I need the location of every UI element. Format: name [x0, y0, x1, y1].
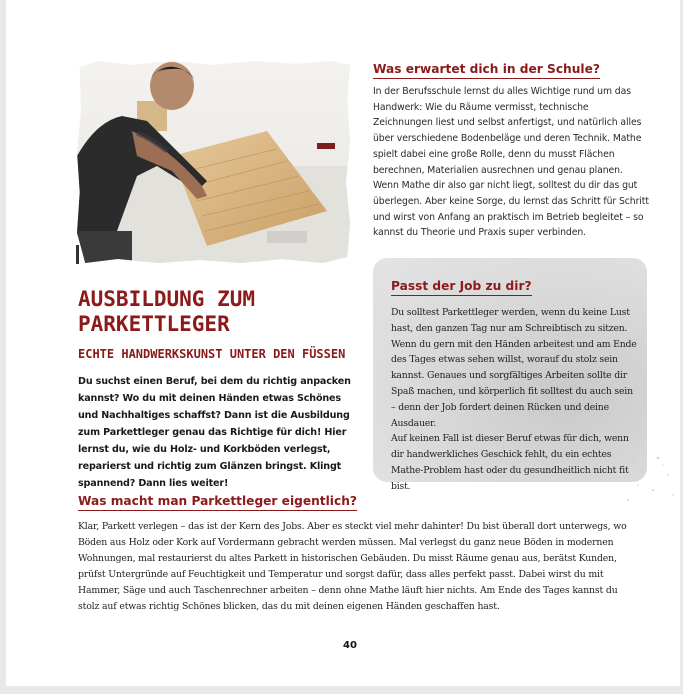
page-title-line1: AUSBILDUNG ZUM: [78, 287, 256, 311]
school-section-title: Was erwartet dich in der Schule?: [373, 62, 600, 79]
fit-section-title: Passt der Job zu dir?: [391, 279, 532, 296]
page-title: [78, 287, 358, 337]
school-section-text: In der Berufsschule lernst du alles Wichtige rund um das Handwerk: Wie du Räume vermisst, technische Zeichnungen liest und selbst anfertigst, und natürlich alles über verschiedene Bodenbeläge und deren Technik. Mathe spielt dabei eine große Rolle, denn du musst Flächen berechnen, Materialien ausrechnen und genau planen. Wenn Mathe dir also gar nicht liegt, solltest du dir das gut überlegen. Aber keine Sorge, du lernst das Schritt für Schritt und wirst von Anfang an praktisch im Betrieb begleitet – so kannst du Theorie und Praxis super verbinden.: [373, 86, 649, 239]
craftsman-laying-parquet-photo: [77, 61, 350, 263]
fit-section-text: [391, 305, 638, 495]
intro-paragraph: Du suchst einen Beruf, bei dem du richtig anpacken kannst? Wo du mit deinen Händen etwas Schönes und Nachhaltiges schaffst? Dann ist die Ausbildung zum Parkettleger genau das Richtige für dich! Hier lernst du, wie du Holz- und Korkböden verlegst, reparierst und richtig zum Glänzen bringst. Klingt spannend? Dann lies weiter!: [78, 376, 351, 489]
decorative-speckle: [623, 450, 683, 510]
fit-text-para1: Du solltest Parkettleger werden, wenn du keine Lust hast, den ganzen Tag nur am Schreibtisch zu sitzen. Wenn du gern mit den Händen arbeitest und am Ende des Tages etwas sehen willst, worauf du stolz sein kannst. Genaues und sorgfältiges Arbeiten sollte dir Spaß machen, und körperlich fit solltest du auch sein – denn der Job fordert deinen Rücken und deine Ausdauer.: [391, 307, 637, 429]
job-section-title: Was macht man Parkettleger eigentlich?: [78, 494, 357, 511]
page-number: 40: [343, 640, 357, 651]
fit-text-para2: Auf keinen Fall ist dieser Beruf etwas für dich, wenn dir handwerkliches Geschick fehlt, du ein echtes Mathe-Problem hast oder du gesundheitlich nicht fit bist.: [391, 433, 629, 492]
page-subtitle: ECHTE HANDWERKSKUNST UNTER DEN FÜSSEN: [78, 347, 346, 361]
job-section-text: Klar, Parkett verlegen – das ist der Kern des Jobs. Aber es steckt viel mehr dahinter! Du bist überall dort unterwegs, wo Böden aus Holz oder Kork auf Vordermann gebracht werden müssen. Mal verlegst du ganz neue Böden in modernen Wohnungen, mal restaurierst du altes Parkett in historischen Gebäuden. Du misst Räume genau aus, berätst Kunden, prüfst Untergründe auf Feuchtigkeit und Temperatur und sorgst dafür, dass alles perfekt passt. Dabei wirst du mit Hammer, Säge und auch Taschenrechner arbeiten – denn ohne Mathe läuft hier nichts. Am Ende des Tages kannst du stolz auf etwas richtig Schönes blicken, das du mit deinen eigenen Händen geschaffen hast.: [78, 521, 627, 612]
photo-frame-accent: [76, 245, 79, 264]
page-title-line2: PARKETTLEGER: [78, 312, 230, 336]
